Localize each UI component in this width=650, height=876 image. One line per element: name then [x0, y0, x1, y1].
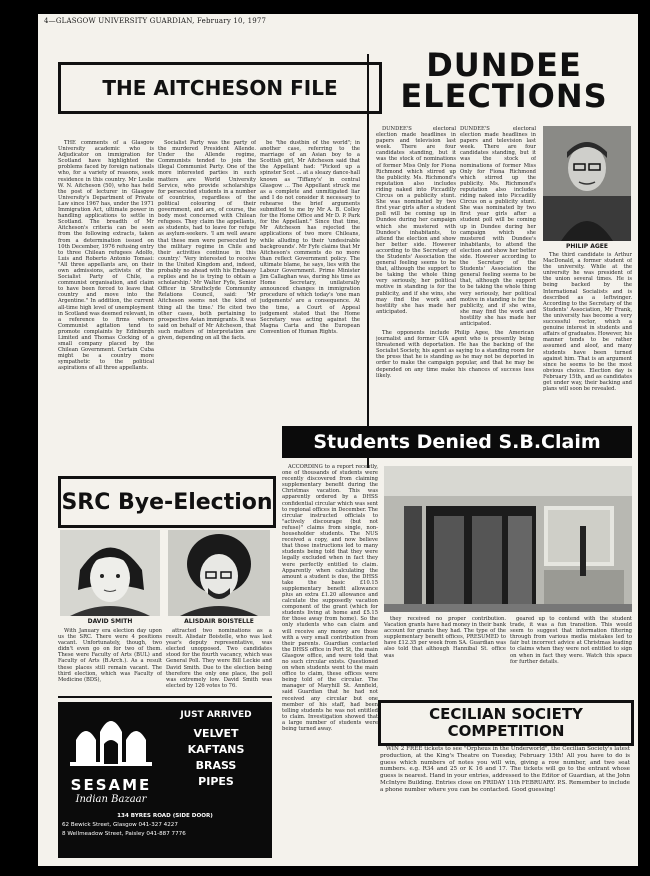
palace-illustration	[62, 706, 160, 770]
folio-line: 4—GLASGOW UNIVERSITY GUARDIAN, February 10, 1977	[44, 17, 267, 25]
dhss-office-photo	[384, 466, 632, 612]
cecilian-headline	[378, 700, 634, 746]
dundee-text-3: The third candidate is Arthur MacDonald, a former student of the university. While at the university he was president of the union several times. He is being backed by the International Socialists and is described as a leftwinger. According to the Secretary of the Students' Association, Mr Frank, the university has become a very successful rector, which a genuine interest in students and affairs of graduates. However, his manner tends to be rather assumed and aloof, and many students have been turned against him. That is an argument since he seems to be the most obvious choice. Election day is February 15th, and as candidates get under way, their backing and plans will soon be revealed.	[543, 252, 632, 393]
ad-address-line: 8 Wellmeadow Street, Paisley 041-887 7776	[62, 831, 186, 837]
sesame-brand: SESAME	[70, 776, 152, 794]
dundee-title-line-1: DUNDEE	[426, 46, 582, 84]
david-smith-photo	[60, 530, 160, 616]
portrait-illustration-smith	[60, 530, 160, 616]
ad-item: BRASS	[195, 759, 237, 772]
src-column-2	[166, 628, 272, 694]
portrait-illustration-boistelle	[168, 530, 270, 616]
alisdair-boistelle-caption: ALISDAIR BOISTELLE	[184, 618, 254, 625]
ad-address-block	[62, 812, 268, 839]
alisdair-boistelle-photo	[168, 530, 270, 616]
portrait-illustration	[543, 126, 631, 241]
aitcheson-headline	[58, 62, 382, 114]
cecilian-title-line-1: CECILIAN SOCIETY	[429, 705, 583, 723]
src-column-1	[58, 628, 162, 694]
cecilian-text: WIN 2 FREE tickets to see "Orpheus in the Underworld", the Cecilian Society's latest production, at the King's Theatre on Tuesday, February 15th! All you have to do is guess which numbers of notes you will win, giving a row number, and two seat numbers. e.g. R34 and 25 or K 16 and 17. The tickets will go to the entrant whose guess is nearest. Hand in your entries, addressed to the Editor of Guardian, at the John McIntyre Building. Entries close on FRIDAY 11th FEBRUARY. P.S. Remember to include a phone number where you can be contacted. Good guessing!	[380, 746, 630, 793]
sesame-logo-panel	[62, 706, 160, 810]
students-headline	[282, 426, 632, 458]
students-text-3: geared up to contend with the student trade, it was a fun transition. This would seem to suggest that information filtering through from various media mistakes led to fair but incorrect advice at Christmas leading to claims when they were not entitled to sign on when in fact they were. Watch this space for further details.	[510, 616, 632, 665]
philip-agee-caption: PHILIP AGEE	[566, 243, 608, 250]
students-column-2	[384, 616, 506, 696]
students-column-1	[282, 464, 378, 856]
sesame-brand-sub: Indian Bazaar	[75, 794, 147, 805]
office-building-illustration	[384, 466, 632, 612]
ad-item: PIPES	[198, 775, 234, 788]
cecilian-title-line-2: COMPETITION	[447, 722, 565, 740]
cecilian-body	[380, 746, 630, 856]
dundee-column-3	[543, 252, 632, 452]
ad-address-lead: 134 BYRES ROAD (SIDE DOOR)	[117, 813, 213, 819]
ad-item: KAFTANS	[187, 743, 245, 756]
ad-top-rule	[58, 696, 272, 698]
philip-agee-photo	[543, 126, 631, 241]
just-arrived-label: JUST ARRIVED	[180, 710, 252, 720]
ad-item: VELVET	[193, 727, 239, 740]
newspaper-page	[38, 14, 638, 866]
src-title: SRC Bye-Election	[61, 489, 273, 515]
ad-address-line: 62 Bewick Street, Glasgow 041-327 4227	[62, 822, 178, 828]
sesame-advert	[58, 702, 272, 858]
students-text-1: ACCORDING to a report recently, one of thousands of students were recently discovered from claiming supplementary benefit during the Christmas vacation. This was apparently ordered by a DHSS confidential circular which was sent to regional offices in December. The circular instructed officials to "actively discourage (but not refuse)" claims from single, non-householder students. The NUS received a copy, and now believe that those instructions led to many students being told that they were legally excluded when in fact they were perfectly entitled to claim. Apparently when calculating the amount a student is due, the DHSS take the basic £10.15 supplementary benefit allowance plus an extra £1.20 allowance and calculate the supposedly vacation component of the grant (which for students living at home and £5.15 for those away from home). So the only students who can claim and will receive any money are those with a very small contribution from their parents. Guardian contacted the DHSS office in Port St, the main Glasgow office, and were told that no such circular exists. Questioned on when students went to the main office to claim, these offices were being told of the circular. The manager of Maryhill St. Annfield, said Guardian that he had not received any circular but one member of his staff, had been telling students he was not entitled to claim. Investigation showed that a large number of students were being turned away.	[282, 464, 378, 733]
students-title: Students Denied S.B.Claim	[313, 431, 601, 453]
david-smith-caption: DAVID SMITH	[87, 618, 133, 625]
dundee-text-2b: DUNDEE'S electoral election made headlines in papers and television last week. There are four candidates standing, but it was the stock of nominations of former Miss Only for Fiona Richmond which stirred up the publicity. Ms. Richmond's reputation also includes riding naked into Piccadilly Circus on a publicity stunt. She was nominated by two first year girls after a student poll will be coming up in Dundee during her campaign which she mustered with Dundee's inhabitants, to attend the election and show her better side. However according to the Secretary of the Students' Association the general feeling seems to be that, although the support to be taking the whole thing very seriously, her political motive in standing is for the publicity, and if she wins, she may find the work and hostility she has made her anticipated.	[460, 126, 536, 326]
src-text-2: attracted two nominations as a result. Alisdair Boistelle, who was last year's deputy representative, was elected unopposed. Two candidates stood for the fourth vacancy, which was General Poll. They were Bill Leckie and David Smith. Due to the election being therefore the only one place, the poll was extremely low. David Smith was elected by 126 votes to 76.	[166, 628, 272, 689]
aitcheson-text-3: be "the dustbin of the world"; in another case, referring to the marriage of an Asian boy to a Scottish girl, Mr Aitcheson said that the Appellant had: "Picked up a spinster Scot ... at a sleazy dance-hall known as 'Tiffany's' in central Glasgow ... The Appellant struck me as a complete and unmitigated liar and I do not consider it necessary to rehearse the brief arguments submitted to me by Mr A. B. Colley for the Home Office and Mr D. P. Park for the Appellant." Since that time, Mr Aitcheson has rejected the applications of two more Chileans, while alluding to their 'undesirable backgrounds'. Mr Fyfe claims that Mr Aitcheson's comments do no more than reflect Government policy. The ultimate blame, he says, lies with the Labour Government. Prime Minister Jim Callaghan was, during his time as Home Secretary, unilaterally announced changes in immigration procedure of which today's 'one man judgements' are a consequence. At the time, a Court of Appeal judgement stated that the Home Secretary was acting against the Magna Carta and the European Convention of Human Rights.	[260, 140, 360, 335]
dundee-headline	[376, 46, 632, 115]
dundee-text-1: DUNDEE'S electoral election made headlines in papers and television last week. There are four candidates standing, but it was the stock of nominations of former Miss Only for Fiona Richmond which stirred up the publicity. Ms. Richmond's reputation also includes riding naked into Piccadilly Circus on a publicity stunt. She was nominated by two first year girls after a student poll will be coming up in Dundee during her campaign which she mustered with Dundee's inhabitants, to attend the election and show her better side. However according to the Secretary of the Students' Association the general feeling seems to be that, although the support to be taking the whole thing very seriously, her political motive in standing is for the publicity, and if she wins, she may find the work and hostility she has made her anticipated.	[376, 126, 456, 315]
aitcheson-column-3	[260, 140, 360, 468]
students-text-2: they received no proper contribution. Vacation grants have had money in their bank account for grants they had. The type of the supplementary benefit offices, PRESUMED to have £12.35 per week from SA. Guardian was also told that although Hannibal St. office was	[384, 616, 506, 659]
aitcheson-column-2	[158, 140, 256, 468]
dundee-title-line-2: ELECTIONS	[400, 77, 608, 115]
src-text-1: With January era election day upon us the SRC. There were 4 positions vacant. Unfortunately, though, two didn't even go on for two of them. These were Faculty of Arts (BUL) and Faculty of Arts (B.Arch.). As a result these places still remain vacant. The third election, which was Faculty of Medicine (BDS),	[58, 628, 162, 683]
aitcheson-title: THE AITCHESON FILE	[102, 76, 338, 100]
dundee-column-2b	[460, 126, 536, 326]
ad-items-list	[166, 726, 266, 790]
students-column-3	[510, 616, 632, 696]
dundee-text-2: The opponents include Philip Agee, the American journalist and former CIA agent who is presently being threatened with deportation. He has the backing of the Socialist Society, his agent as saying to a standing room for the press that he is standing as he may not be deported in order to make the campaign popular, and that he may be depended on any time make his chances of success less likely.	[376, 330, 534, 379]
aitcheson-column-1	[58, 140, 154, 468]
aitcheson-text-2: Socialist Party was the party of the murdered President Allende. Under the Allende regime, Communists tended to join the illegal Communist Party. One of the more interested parties in such matters are World University Service, who provide scholarships for persecuted students in a number of countries, regardless of the political colouring of their government, and are, of course, the body most concerned with Chilean refugees. They claim the appellants, as students, had to leave for refuge as asylum-seekers. 'I am well aware that these men were persecuted by the military regime in Chile and their activities continue in this country.' 'Very interested to receive in the United Kingdom and, indeed, probably no ahead with his Embassy replies and he is trying to obtain a scholarship.' Mr Walter Fyfe, Senior Officer in Strathclyde Community Relations Council, said: 'Mr Aitcheson seems not the kind of thing all the time.' He cited two other cases, both pertaining to prospective Asian immigrants. It was said on behalf of Mr Aitcheson, that such matters of interpretation are given, depending on all the facts.	[158, 140, 256, 341]
aitcheson-text-1: THE comments of a Glasgow University academic who is Adjudicator on immigration for Scotland have highlighted the problems faced by foreign nationals who, for a variety of reasons, seek residence in this country. Mr Leslie W. N. Aitcheson (50), who has held the post of lecturer in Glasgow University's Department of Private Law since 1967 has, under the 1971 Immigration Act, ultimate power in handling applications to settle in Scotland. The breadth of Mr Aitcheson's criteria can be seen from the following extracts, taken from a determination issued on 10th December, 1976 refusing entry to three Chilean refugees Adolfo, Luis and Roberto Antonio Tomasi: "All three appellants are, on their own admissions, activists of the Socialist Party of Chile, a communist organisation, and claim to have been forced to leave that country and move into the Argentine." In addition, the current all-time high level of unemployment in Scotland was deemed relevant, in a reference to firms where Communist agitation tend to promote complaints by Edinburgh Limited and Thomas Cocking of a small company placed by the Chilean Government. Certain Cuba might be a country more sympathetic to the political aspirations of all three appellants.	[58, 140, 154, 372]
column-divider-vertical	[367, 54, 369, 468]
src-headline	[58, 476, 276, 528]
